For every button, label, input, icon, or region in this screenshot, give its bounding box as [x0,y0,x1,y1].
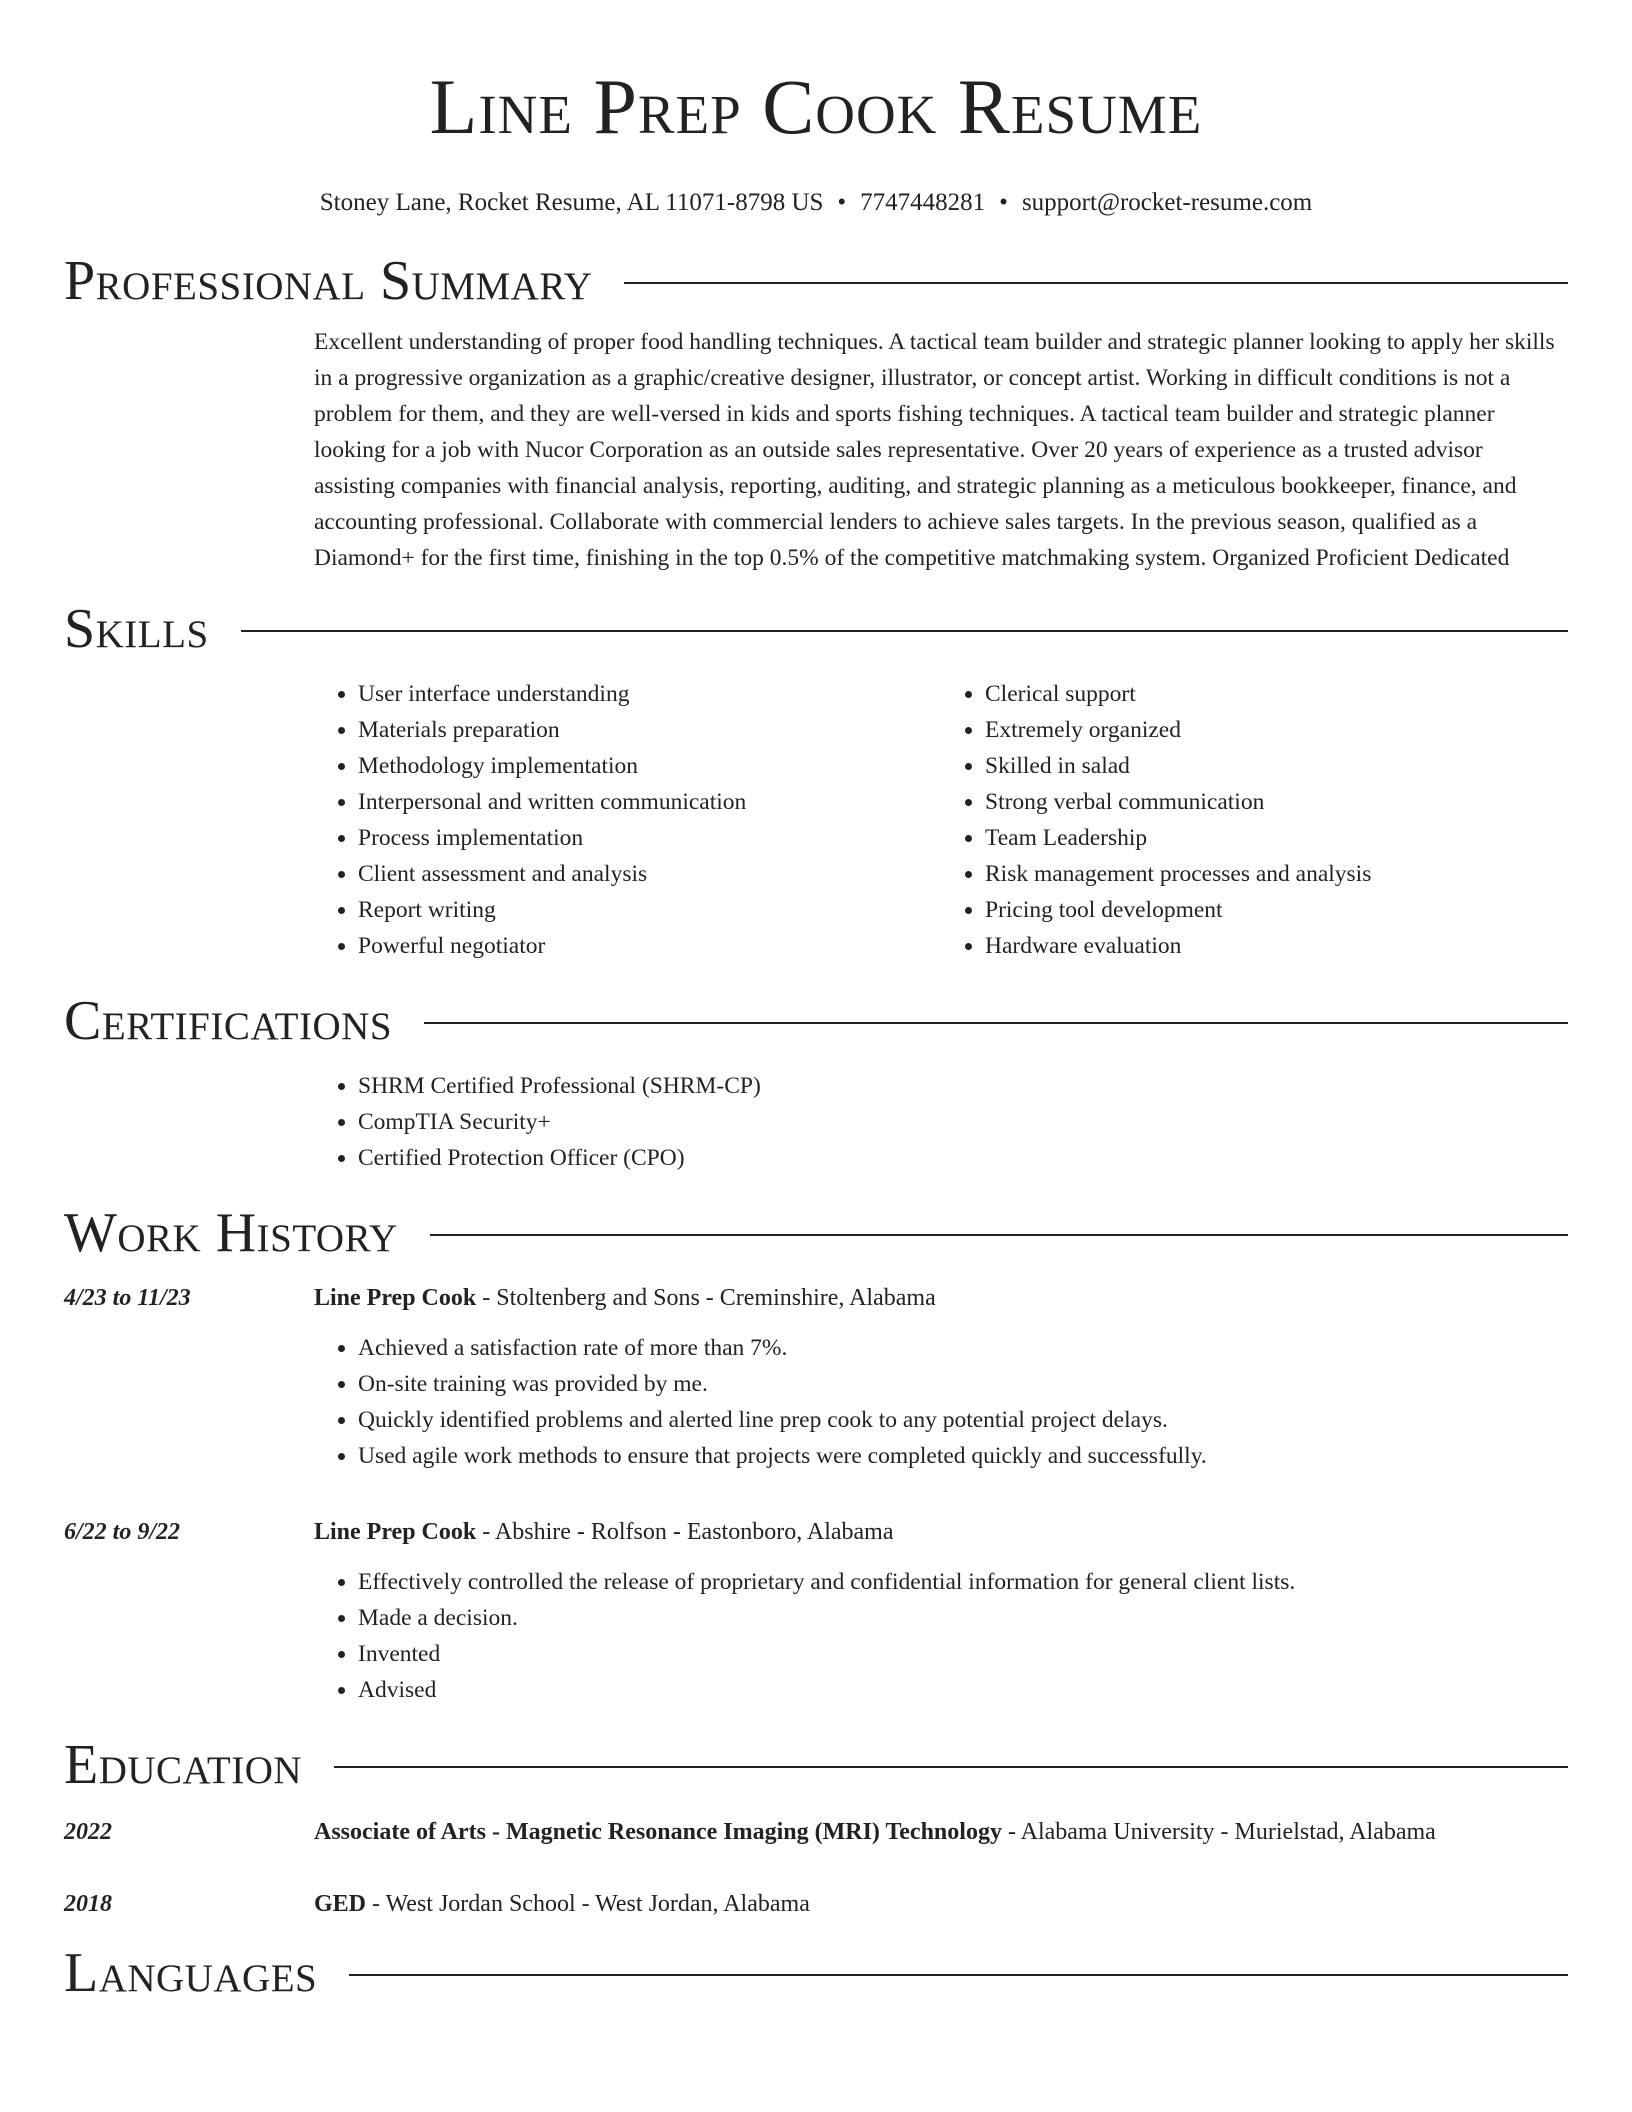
job-bullet: • Invented [358,1636,1568,1672]
job-entry [64,1514,1568,1708]
job-bullet: • Made a decision. [358,1600,1568,1636]
skill-item: • Methodology implementation [358,748,941,784]
skill-item: • Clerical support [985,676,1568,712]
education-school-location: - Alabama University - Murielstad, Alabama [1001,1819,1436,1845]
section-title-skills: Skills [64,598,209,660]
certification-item: • SHRM Certified Professional (SHRM-CP) [358,1068,1568,1104]
education-entry [64,1886,1568,1922]
certification-item: • Certified Protection Officer (CPO) [358,1140,1568,1176]
education-degree: GED [314,1891,367,1917]
job-entry [64,1280,1568,1474]
education-degree: Associate of Arts - Magnetic Resonance Imaging (MRI) Technology [314,1819,1002,1845]
job-dates: 6/22 to 9/22 [64,1519,181,1545]
section-title-certifications: Certifications [64,990,393,1052]
skill-item: • Strong verbal communication [985,784,1568,820]
skill-item: • Team Leadership [985,820,1568,856]
section-header-education [64,1732,1568,1798]
section-header-languages [64,1940,1568,2006]
contact-phone: 7747448281 [860,189,986,216]
section-divider [334,1766,1568,1768]
section-title-summary: Professional Summary [64,250,593,312]
section-divider [624,282,1568,284]
contact-separator: • [999,189,1008,216]
education-year: 2022 [64,1819,112,1845]
job-bullet: • Achieved a satisfaction rate of more than 7%. [358,1330,1568,1366]
certifications-list [314,1068,1568,1176]
section-divider [241,630,1568,632]
contact-line [64,188,1568,218]
job-bullets [314,1564,1568,1708]
section-title-work-history: Work History [64,1202,398,1264]
section-header-summary [64,248,1568,314]
job-bullet: • Used agile work methods to ensure that projects were completed quickly and successfully. [358,1438,1568,1474]
summary-text: Excellent understanding of proper food handling techniques. A tactical team builder and strategic planner looking to apply her skills in a progressive organization as a graphic/creative designer, illustrator, or concept artist. Working in difficult conditions is not a problem for them, and they are well-versed in kids and sports fishing techniques. A tactical team builder and strategic planner looking for a job with Nucor Corporation as an outside sales representative. Over 20 years of experience as a trusted advisor assisting companies with financial analysis, reporting, auditing, and strategic planning as a meticulous bookkeeper, finance, and accounting professional. Collaborate with commercial lenders to achieve sales targets. In the previous season, qualified as a Diamond+ for the first time, finishing in the top 0.5% of the competitive matchmaking system. Organized Proficient Dedicated [314,329,1555,571]
education-year: 2018 [64,1891,112,1917]
section-title-languages: Languages [64,1942,318,2004]
section-header-work-history [64,1200,1568,1266]
contact-email: support@rocket-resume.com [1021,189,1313,216]
contact-separator: • [837,189,847,216]
job-title: Line Prep Cook [314,1519,477,1545]
section-header-certifications [64,988,1568,1054]
job-bullet: • Advised [358,1672,1568,1708]
skill-item: • Hardware evaluation [985,928,1568,964]
section-divider [430,1234,1568,1236]
job-bullet: • Quickly identified problems and alerted line prep cook to any potential project delays. [358,1402,1568,1438]
job-bullet: • On-site training was provided by me. [358,1366,1568,1402]
skill-item: • Risk management processes and analysis [985,856,1568,892]
contact-address: Stoney Lane, Rocket Resume, AL 11071-8798 US [319,189,824,216]
skill-item: • Client assessment and analysis [358,856,941,892]
resume-title: Line Prep Cook Resume [429,63,1203,150]
skill-item: • Skilled in salad [985,748,1568,784]
skills-column-left [314,676,941,964]
skill-item: • Materials preparation [358,712,941,748]
skills-column-right [941,676,1568,964]
job-bullets [314,1330,1568,1474]
job-title: Line Prep Cook [314,1285,477,1311]
job-employer-location: - Stoltenberg and Sons - Creminshire, Alabama [476,1285,936,1311]
job-dates: 4/23 to 11/23 [64,1285,191,1311]
skill-item: • Pricing tool development [985,892,1568,928]
job-bullet: • Effectively controlled the release of proprietary and confidential information for general client lists. [358,1564,1568,1600]
section-title-education: Education [64,1734,303,1796]
skill-item: • Powerful negotiator [358,928,941,964]
section-header-skills [64,596,1568,662]
skill-item: • Interpersonal and written communication [358,784,941,820]
skills-list [314,676,1568,964]
job-employer-location: - Abshire - Rolfson - Eastonboro, Alabama [476,1519,894,1545]
skill-item: • Process implementation [358,820,941,856]
section-divider [349,1974,1568,1976]
skill-item: • Report writing [358,892,941,928]
section-divider [424,1022,1568,1024]
certification-item: • CompTIA Security+ [358,1104,1568,1140]
skill-item: • Extremely organized [985,712,1568,748]
skill-item: • User interface understanding [358,676,941,712]
education-school-location: - West Jordan School - West Jordan, Alabama [366,1891,810,1917]
education-entry [64,1814,1568,1850]
